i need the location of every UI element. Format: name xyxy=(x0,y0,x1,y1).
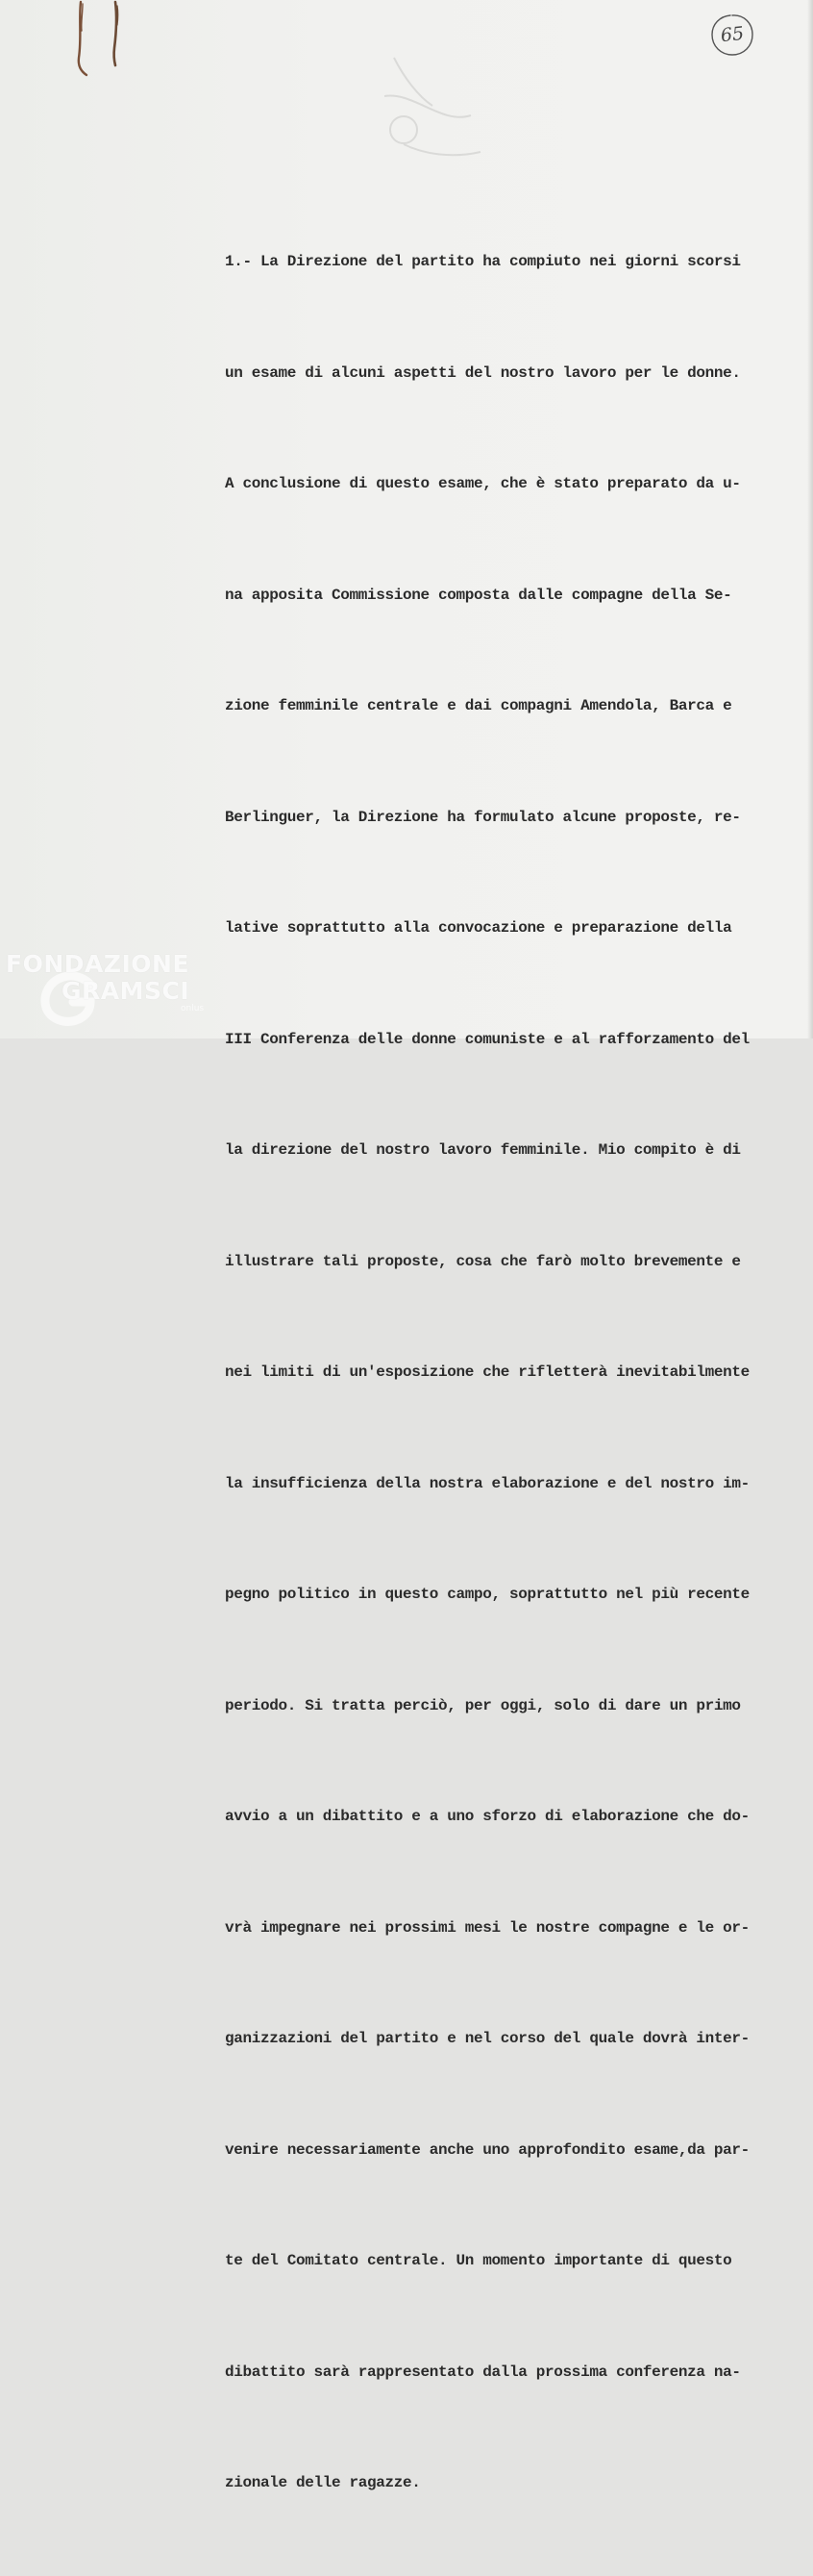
watermark-small: onlus xyxy=(181,1004,205,1013)
text-line: un esame di alcuni aspetti del nostro lavoro per le donne. xyxy=(225,363,741,382)
text-line: Berlinguer, la Direzione ha formulato alcune proposte, re- xyxy=(225,808,741,826)
page-number xyxy=(709,12,755,58)
text-line: 1.- La Direzione del partito ha compiuto nei giorni scorsi xyxy=(225,253,741,270)
text-line: lative soprattutto alla convocazione e preparazione della xyxy=(225,919,732,937)
page-edge-shadow xyxy=(807,0,813,1038)
text-line: avvio a un dibattito e a uno sforzo di elaborazione che do- xyxy=(225,1808,750,1825)
text-line: zione femminile centrale e dai compagni Amendola, Barca e xyxy=(225,697,732,714)
text-line: III Conferenza delle donne comuniste e al rafforzamento del xyxy=(225,1030,750,1048)
pencil-marks xyxy=(73,0,131,82)
text-line: periodo. Si tratta perciò, per oggi, solo di dare un primo xyxy=(225,1696,741,1714)
text-line: illustrare tali proposte, cosa che farò molto brevemente e xyxy=(225,1252,741,1270)
bleed-through-marks xyxy=(365,38,519,183)
text-line: dibattito sarà rappresentato dalla prossima conferenza na- xyxy=(225,2363,741,2381)
page-number-text: 65 xyxy=(719,22,746,47)
text-line: la insufficienza della nostra elaborazione e del nostro im- xyxy=(225,1474,750,1492)
watermark-line2: GRAMSCI xyxy=(62,977,190,1005)
watermark-line1: FONDAZIONE xyxy=(6,950,190,978)
text-line: na apposita Commissione composta dalle compagne della Se- xyxy=(225,586,732,604)
text-line: nei limiti di un'esposizione che rifletterà inevitabilmente xyxy=(225,1363,750,1381)
text-line: ganizzazioni del partito e nel corso del quale dovrà inter- xyxy=(225,2030,750,2047)
text-line: A conclusione di questo esame, che è stato preparato da u- xyxy=(225,475,741,492)
text-line: te del Comitato centrale. Un momento importante di questo xyxy=(225,2252,732,2269)
text-line: zionale delle ragazze. xyxy=(225,2474,421,2491)
text-line: vrà impegnare nei prossimi mesi le nostre compagne e le or- xyxy=(225,1918,750,1937)
typed-paragraph xyxy=(225,169,794,2576)
text-line: venire necessariamente anche uno approfondito esame,da par- xyxy=(225,2140,750,2159)
fondazione-gramsci-watermark xyxy=(6,950,208,1037)
text-line: pegno politico in questo campo, soprattutto nel più recente xyxy=(225,1586,750,1603)
text-line: la direzione del nostro lavoro femminile. Mio compito è di xyxy=(225,1141,741,1159)
